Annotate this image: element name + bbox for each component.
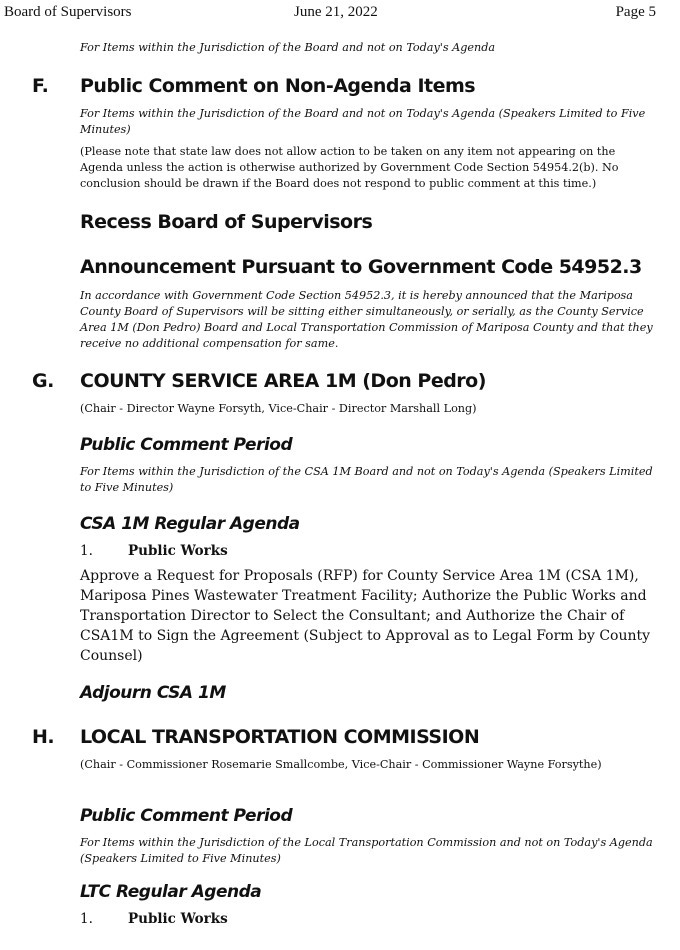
announcement-title: Announcement Pursuant to Government Code 54952.3	[80, 256, 642, 278]
header-date: June 21, 2022	[294, 4, 378, 20]
page-header	[4, 4, 656, 24]
section-f-letter: F.	[32, 75, 49, 97]
section-f-title: Public Comment on Non-Agenda Items	[80, 75, 476, 97]
section-g-officers: (Chair - Director Wayne Forsyth, Vice-Chair - Director Marshall Long)	[80, 402, 477, 415]
section-h-public-comment-title: Public Comment Period	[80, 806, 293, 826]
section-h-regular-agenda-title: LTC Regular Agenda	[80, 882, 262, 902]
section-g-public-comment-title: Public Comment Period	[80, 435, 293, 455]
section-h-letter: H.	[32, 726, 55, 748]
section-g-adjourn: Adjourn CSA 1M	[80, 683, 226, 703]
section-h-agenda-item	[80, 911, 228, 927]
section-g-item-number: 1.	[80, 543, 93, 559]
continued-note: For Items within the Jurisdiction of the Board and not on Today's Agenda	[80, 41, 496, 54]
header-body-name: Board of Supervisors	[4, 4, 132, 20]
section-g-agenda-item	[80, 543, 228, 559]
section-h-officers: (Chair - Commissioner Rosemarie Smallcombe, Vice-Chair - Commissioner Wayne Forsythe)	[80, 758, 602, 771]
section-g-item-title: Public Works	[128, 543, 228, 559]
recess-title: Recess Board of Supervisors	[80, 211, 373, 233]
announcement-text: In accordance with Government Code Section 54952.3, it is hereby announced that the Mariposa County Board of Supervisors will be sitting either simultaneously, or serially, as the County Service Area 1M (Don Pedro) Board and Local Transportation Commission of Mariposa County and that they receive no additional compensation for same.	[80, 289, 653, 350]
section-f-note: For Items within the Jurisdiction of the Board and not on Today's Agenda (Speakers Limited to Five Minutes)	[80, 107, 646, 136]
header-page-number: Page 5	[615, 4, 656, 20]
section-h-title: LOCAL TRANSPORTATION COMMISSION	[80, 726, 480, 748]
section-h-item-number: 1.	[80, 911, 93, 927]
section-f-disclaimer: (Please note that state law does not allow action to be taken on any item not appearing on the Agenda unless the action is otherwise authorized by Government Code Section 54954.2(b). No conclusion should be drawn if the Board does not respond to public comment at this time.)	[80, 145, 619, 190]
section-g-public-comment-note: For Items within the Jurisdiction of the CSA 1M Board and not on Today's Agenda (Speakers Limited to Five Minutes)	[80, 465, 653, 494]
section-h-item-title: Public Works	[128, 911, 228, 927]
section-g-title: COUNTY SERVICE AREA 1M (Don Pedro)	[80, 370, 486, 392]
section-g-letter: G.	[32, 370, 54, 392]
section-g-item-text: Approve a Request for Proposals (RFP) for County Service Area 1M (CSA 1M), Mariposa Pines Wastewater Treatment Facility; Authorize the Public Works and Transportation Director to Select the Consultant; and Authorize the Chair of CSA1M to Sign the Agreement (Subject to Approval as to Legal Form by County Counsel)	[80, 568, 651, 664]
section-h-public-comment-note: For Items within the Jurisdiction of the Local Transportation Commission and not on Today's Agenda (Speakers Limited to Five Minutes)	[80, 836, 653, 865]
section-g-regular-agenda-title: CSA 1M Regular Agenda	[80, 514, 300, 534]
